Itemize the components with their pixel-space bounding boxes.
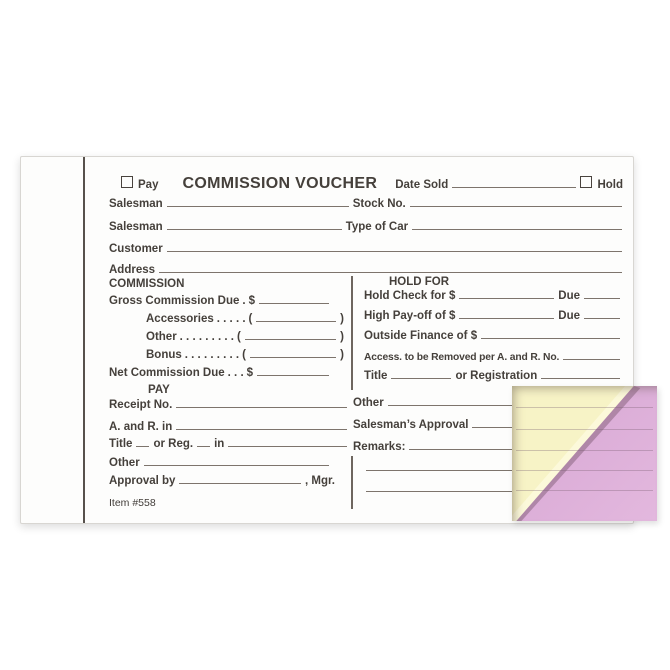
- dot-leader: . . . . . . . . .: [184, 349, 240, 361]
- salesman-row-2: [109, 221, 626, 234]
- commission-section-title: [109, 278, 184, 291]
- type-of-car-line: [412, 227, 622, 230]
- mgr-label: , Mgr.: [304, 475, 335, 487]
- access-removed-label: Access. to be Removed per A. and R. No.: [364, 352, 560, 363]
- salesman-label: Salesman: [109, 221, 163, 233]
- approval-line: [179, 481, 301, 484]
- other-label: Other: [353, 397, 384, 409]
- hold-checkbox: [580, 176, 592, 188]
- bonus-label: Bonus: [146, 349, 182, 361]
- date-sold-label: Date Sold: [395, 179, 449, 191]
- bonus-row: [146, 349, 344, 362]
- other-deduction-line: [245, 337, 336, 340]
- approval-row: [109, 475, 335, 488]
- a-and-r-label: A. and R. in: [109, 421, 173, 433]
- salesmans-approval-label: Salesman’s Approval: [353, 419, 469, 431]
- or-reg-label: or Reg.: [153, 438, 194, 450]
- title-line: [391, 376, 451, 379]
- pay-section-title: [148, 384, 170, 397]
- open-paren: (: [237, 331, 241, 343]
- hold-section-title: [389, 276, 449, 289]
- date-sold-line: [452, 185, 576, 188]
- a-and-r-row: [109, 421, 351, 434]
- receipt-no-row: [109, 399, 351, 412]
- stock-no-label: Stock No.: [352, 198, 406, 210]
- outside-finance-label: Outside Finance of $: [364, 330, 478, 342]
- close-paren: ): [340, 313, 344, 325]
- due-line: [584, 296, 620, 299]
- salesman-label: Salesman: [109, 198, 163, 210]
- dollar-sign: $: [246, 367, 254, 379]
- pay-checkbox: [121, 176, 133, 188]
- reg-blank: [197, 444, 210, 447]
- customer-line: [167, 249, 622, 252]
- dot-leader: .: [242, 295, 246, 307]
- pay-title-label: PAY: [148, 384, 170, 396]
- hold-for-label: HOLD FOR: [389, 276, 450, 288]
- copy-corner-shadow: [512, 386, 657, 521]
- open-paren: (: [242, 349, 246, 361]
- other-pay-row: [109, 457, 333, 470]
- customer-row: [109, 243, 626, 256]
- address-row: [109, 264, 626, 277]
- net-commission-label: Net Commission Due: [109, 367, 225, 379]
- pay-label: Pay: [138, 179, 159, 191]
- stub-divider: [83, 157, 85, 523]
- accessories-label: Accessories: [146, 313, 214, 325]
- receipt-no-label: Receipt No.: [109, 399, 173, 411]
- due-label: Due: [558, 290, 580, 302]
- accessories-row: [146, 313, 344, 326]
- dot-leader: . . . . . . . . .: [179, 331, 234, 343]
- bonus-line: [250, 355, 336, 358]
- access-removed-line: [563, 357, 620, 360]
- column-divider: [351, 276, 353, 390]
- close-paren: ): [340, 331, 344, 343]
- item-number: [109, 497, 156, 510]
- title-label: Title: [364, 370, 388, 382]
- close-paren: ): [340, 349, 344, 361]
- gross-commission-row: [109, 295, 333, 308]
- carbonless-copies: [512, 386, 657, 521]
- title-label: Title: [109, 438, 133, 450]
- due-line: [584, 316, 620, 319]
- dot-leader: . . . . .: [216, 313, 246, 325]
- accessories-line: [256, 319, 336, 322]
- open-paren: (: [248, 313, 253, 325]
- due-label: Due: [558, 310, 580, 322]
- dot-leader: . . .: [227, 367, 244, 379]
- form-title: COMMISSION VOUCHER: [182, 175, 378, 192]
- receipt-no-line: [176, 405, 347, 408]
- salesman-row-1: [109, 198, 626, 211]
- outside-finance-line: [481, 336, 620, 339]
- high-payoff-label: High Pay-off of $: [364, 310, 456, 322]
- outside-finance-row: [364, 330, 624, 343]
- other-deduction-row: [146, 331, 344, 344]
- access-removed-row: [364, 351, 624, 364]
- other-pay-line: [144, 463, 329, 466]
- commission-title-label: COMMISSION: [109, 278, 185, 290]
- gross-commission-line: [259, 301, 329, 304]
- hold-label: Hold: [597, 179, 623, 191]
- hold-check-label: Hold Check for $: [364, 290, 456, 302]
- or-registration-label: or Registration: [455, 370, 538, 382]
- stock-no-line: [410, 204, 622, 207]
- registration-line: [541, 376, 620, 379]
- remarks-label: Remarks:: [353, 441, 406, 453]
- hold-check-line: [459, 296, 554, 299]
- title-reg-line: [228, 444, 347, 447]
- title-or-reg-row: [109, 438, 351, 451]
- salesman-line: [167, 204, 349, 207]
- salesman-line: [167, 227, 342, 230]
- hold-check-row: [364, 290, 624, 303]
- header-row: [121, 176, 623, 192]
- net-commission-line: [257, 373, 329, 376]
- a-and-r-line: [176, 427, 347, 430]
- in-label: in: [214, 438, 225, 450]
- gross-commission-label: Gross Commission Due: [109, 295, 240, 307]
- high-payoff-row: [364, 310, 624, 323]
- net-commission-row: [109, 367, 333, 380]
- approval-by-label: Approval by: [109, 475, 176, 487]
- dollar-sign: $: [248, 295, 255, 307]
- type-of-car-label: Type of Car: [345, 221, 409, 233]
- column-divider-lower: [351, 456, 353, 509]
- title-or-registration-row: [364, 370, 624, 383]
- other-label: Other: [146, 331, 177, 343]
- title-blank: [136, 444, 149, 447]
- other-label: Other: [109, 457, 140, 469]
- high-payoff-line: [459, 316, 554, 319]
- address-label: Address: [109, 264, 156, 276]
- customer-label: Customer: [109, 243, 163, 255]
- address-line: [159, 270, 622, 273]
- item-number-label: Item #558: [109, 497, 156, 509]
